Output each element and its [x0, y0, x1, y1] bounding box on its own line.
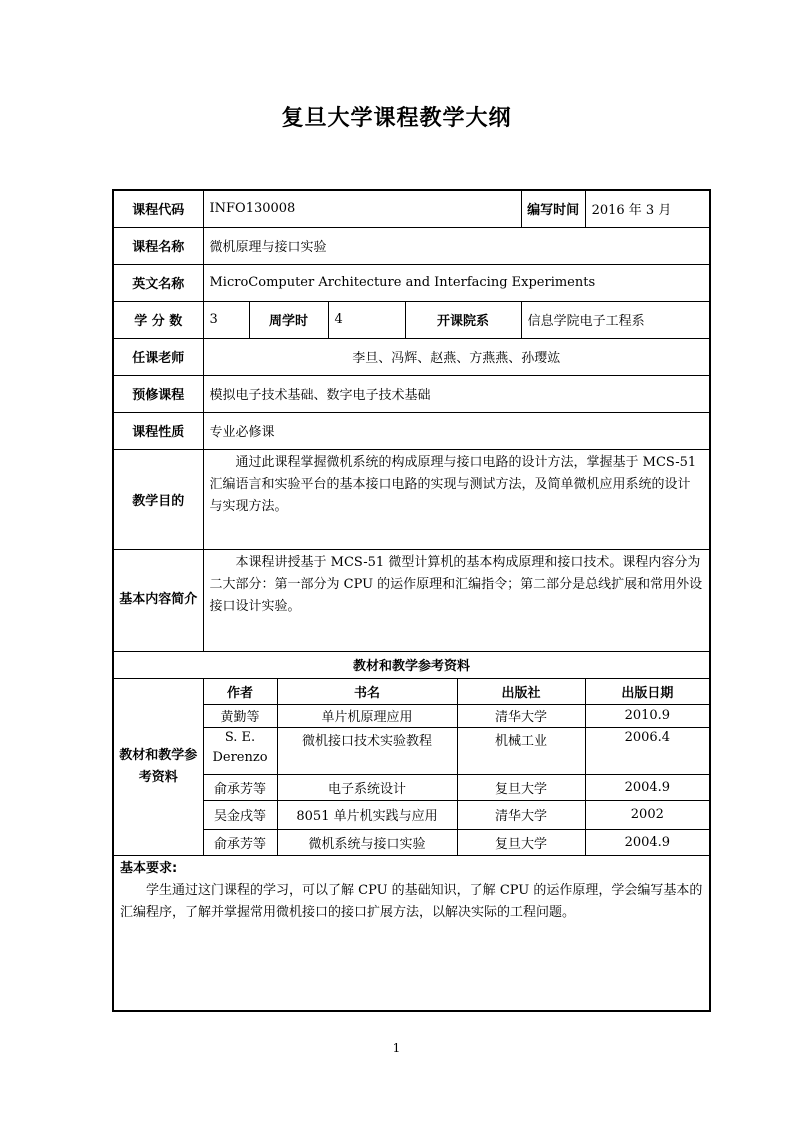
department-label: 开课院系 — [405, 301, 521, 338]
teachers-label: 任课老师 — [113, 338, 203, 375]
teaching-goal-text: 通过此课程掌握微机系统的构成原理与接口电路的设计方法，掌握基于 MCS-51 汇编语言和实验平台的基本接口电路的实现与测试方法，及简单微机应用系统的设计与实现方法。 — [203, 449, 710, 549]
department-value: 信息学院电子工程系 — [521, 301, 710, 338]
course-code-value: INFO130008 — [203, 190, 521, 227]
course-nature-label: 课程性质 — [113, 412, 203, 449]
header-publisher: 出版社 — [457, 678, 585, 704]
row-course-name — [113, 227, 710, 264]
ref-author: 俞承芳等 — [203, 774, 277, 800]
prerequisites-label: 预修课程 — [113, 375, 203, 412]
ref-book: 8051 单片机实践与应用 — [277, 800, 457, 829]
row-prerequisites — [113, 375, 710, 412]
references-section-title: 教材和教学参考资料 — [113, 651, 710, 678]
course-nature-value: 专业必修课 — [203, 412, 710, 449]
written-time-value: 2016 年 3 月 — [585, 190, 710, 227]
ref-book: 微机系统与接口实验 — [277, 829, 457, 855]
syllabus-table — [112, 189, 711, 1012]
ref-publisher: 清华大学 — [457, 800, 585, 829]
ref-publisher: 复旦大学 — [457, 774, 585, 800]
teachers-value: 李旦、冯辉、赵燕、方燕燕、孙璎竑 — [203, 338, 710, 375]
content-intro-label: 基本内容简介 — [113, 549, 203, 651]
ref-publisher: 清华大学 — [457, 704, 585, 727]
ref-date: 2004.9 — [585, 829, 710, 855]
ref-author: 俞承芳等 — [203, 829, 277, 855]
table-row — [113, 829, 710, 855]
ref-author: S. E. Derenzo — [203, 727, 277, 774]
ref-publisher: 复旦大学 — [457, 829, 585, 855]
ref-date: 2010.9 — [585, 704, 710, 727]
header-publish-date: 出版日期 — [585, 678, 710, 704]
credits-label: 学 分 数 — [113, 301, 203, 338]
credits-value: 3 — [203, 301, 249, 338]
ref-book: 单片机原理应用 — [277, 704, 457, 727]
ref-author: 吴金戌等 — [203, 800, 277, 829]
english-name-value: MicroComputer Architecture and Interfacing Experiments — [203, 264, 710, 301]
row-requirements — [113, 855, 710, 1011]
row-content-intro — [113, 549, 710, 651]
ref-date: 2004.9 — [585, 774, 710, 800]
weekly-hours-label: 周学时 — [249, 301, 328, 338]
header-author: 作者 — [203, 678, 277, 704]
ref-date: 2002 — [585, 800, 710, 829]
row-english-name — [113, 264, 710, 301]
row-course-nature — [113, 412, 710, 449]
written-time-label: 编写时间 — [521, 190, 585, 227]
course-code-label: 课程代码 — [113, 190, 203, 227]
english-name-label: 英文名称 — [113, 264, 203, 301]
row-teaching-goal — [113, 449, 710, 549]
row-references-header — [113, 651, 710, 678]
requirements-label: 基本要求: — [120, 860, 178, 876]
table-row — [113, 774, 710, 800]
weekly-hours-value: 4 — [328, 301, 405, 338]
requirements-cell — [113, 855, 710, 1011]
content-intro-text: 本课程讲授基于 MCS-51 微型计算机的基本构成原理和接口技术。课程内容分为二大部分：第一部分为 CPU 的运作原理和汇编指令；第二部分是总线扩展和常用外设接口设计实验。 — [203, 549, 710, 651]
teaching-goal-label: 教学目的 — [113, 449, 203, 549]
table-row — [113, 704, 710, 727]
header-book-title: 书名 — [277, 678, 457, 704]
prerequisites-value: 模拟电子技术基础、数字电子技术基础 — [203, 375, 710, 412]
page-number: 1 — [392, 1041, 401, 1055]
row-course-code — [113, 190, 710, 227]
ref-book: 微机接口技术实验教程 — [277, 727, 457, 774]
table-row — [113, 800, 710, 829]
ref-author: 黄勤等 — [203, 704, 277, 727]
references-column-headers — [113, 678, 710, 704]
row-credits — [113, 301, 710, 338]
row-teachers — [113, 338, 710, 375]
course-name-value: 微机原理与接口实验 — [203, 227, 710, 264]
ref-date: 2006.4 — [585, 727, 710, 774]
requirements-text: 学生通过这门课程的学习，可以了解 CPU 的基础知识，了解 CPU 的运作原理，学会编写基本的汇编程序，了解并掌握常用微机接口的接口扩展方法，以解决实际的工程问题。 — [120, 882, 703, 920]
ref-publisher: 机械工业 — [457, 727, 585, 774]
ref-book: 电子系统设计 — [277, 774, 457, 800]
references-label: 教材和教学参考资料 — [113, 678, 203, 855]
table-row — [113, 727, 710, 774]
course-name-label: 课程名称 — [113, 227, 203, 264]
document-title: 复旦大学课程教学大纲 — [281, 106, 512, 131]
